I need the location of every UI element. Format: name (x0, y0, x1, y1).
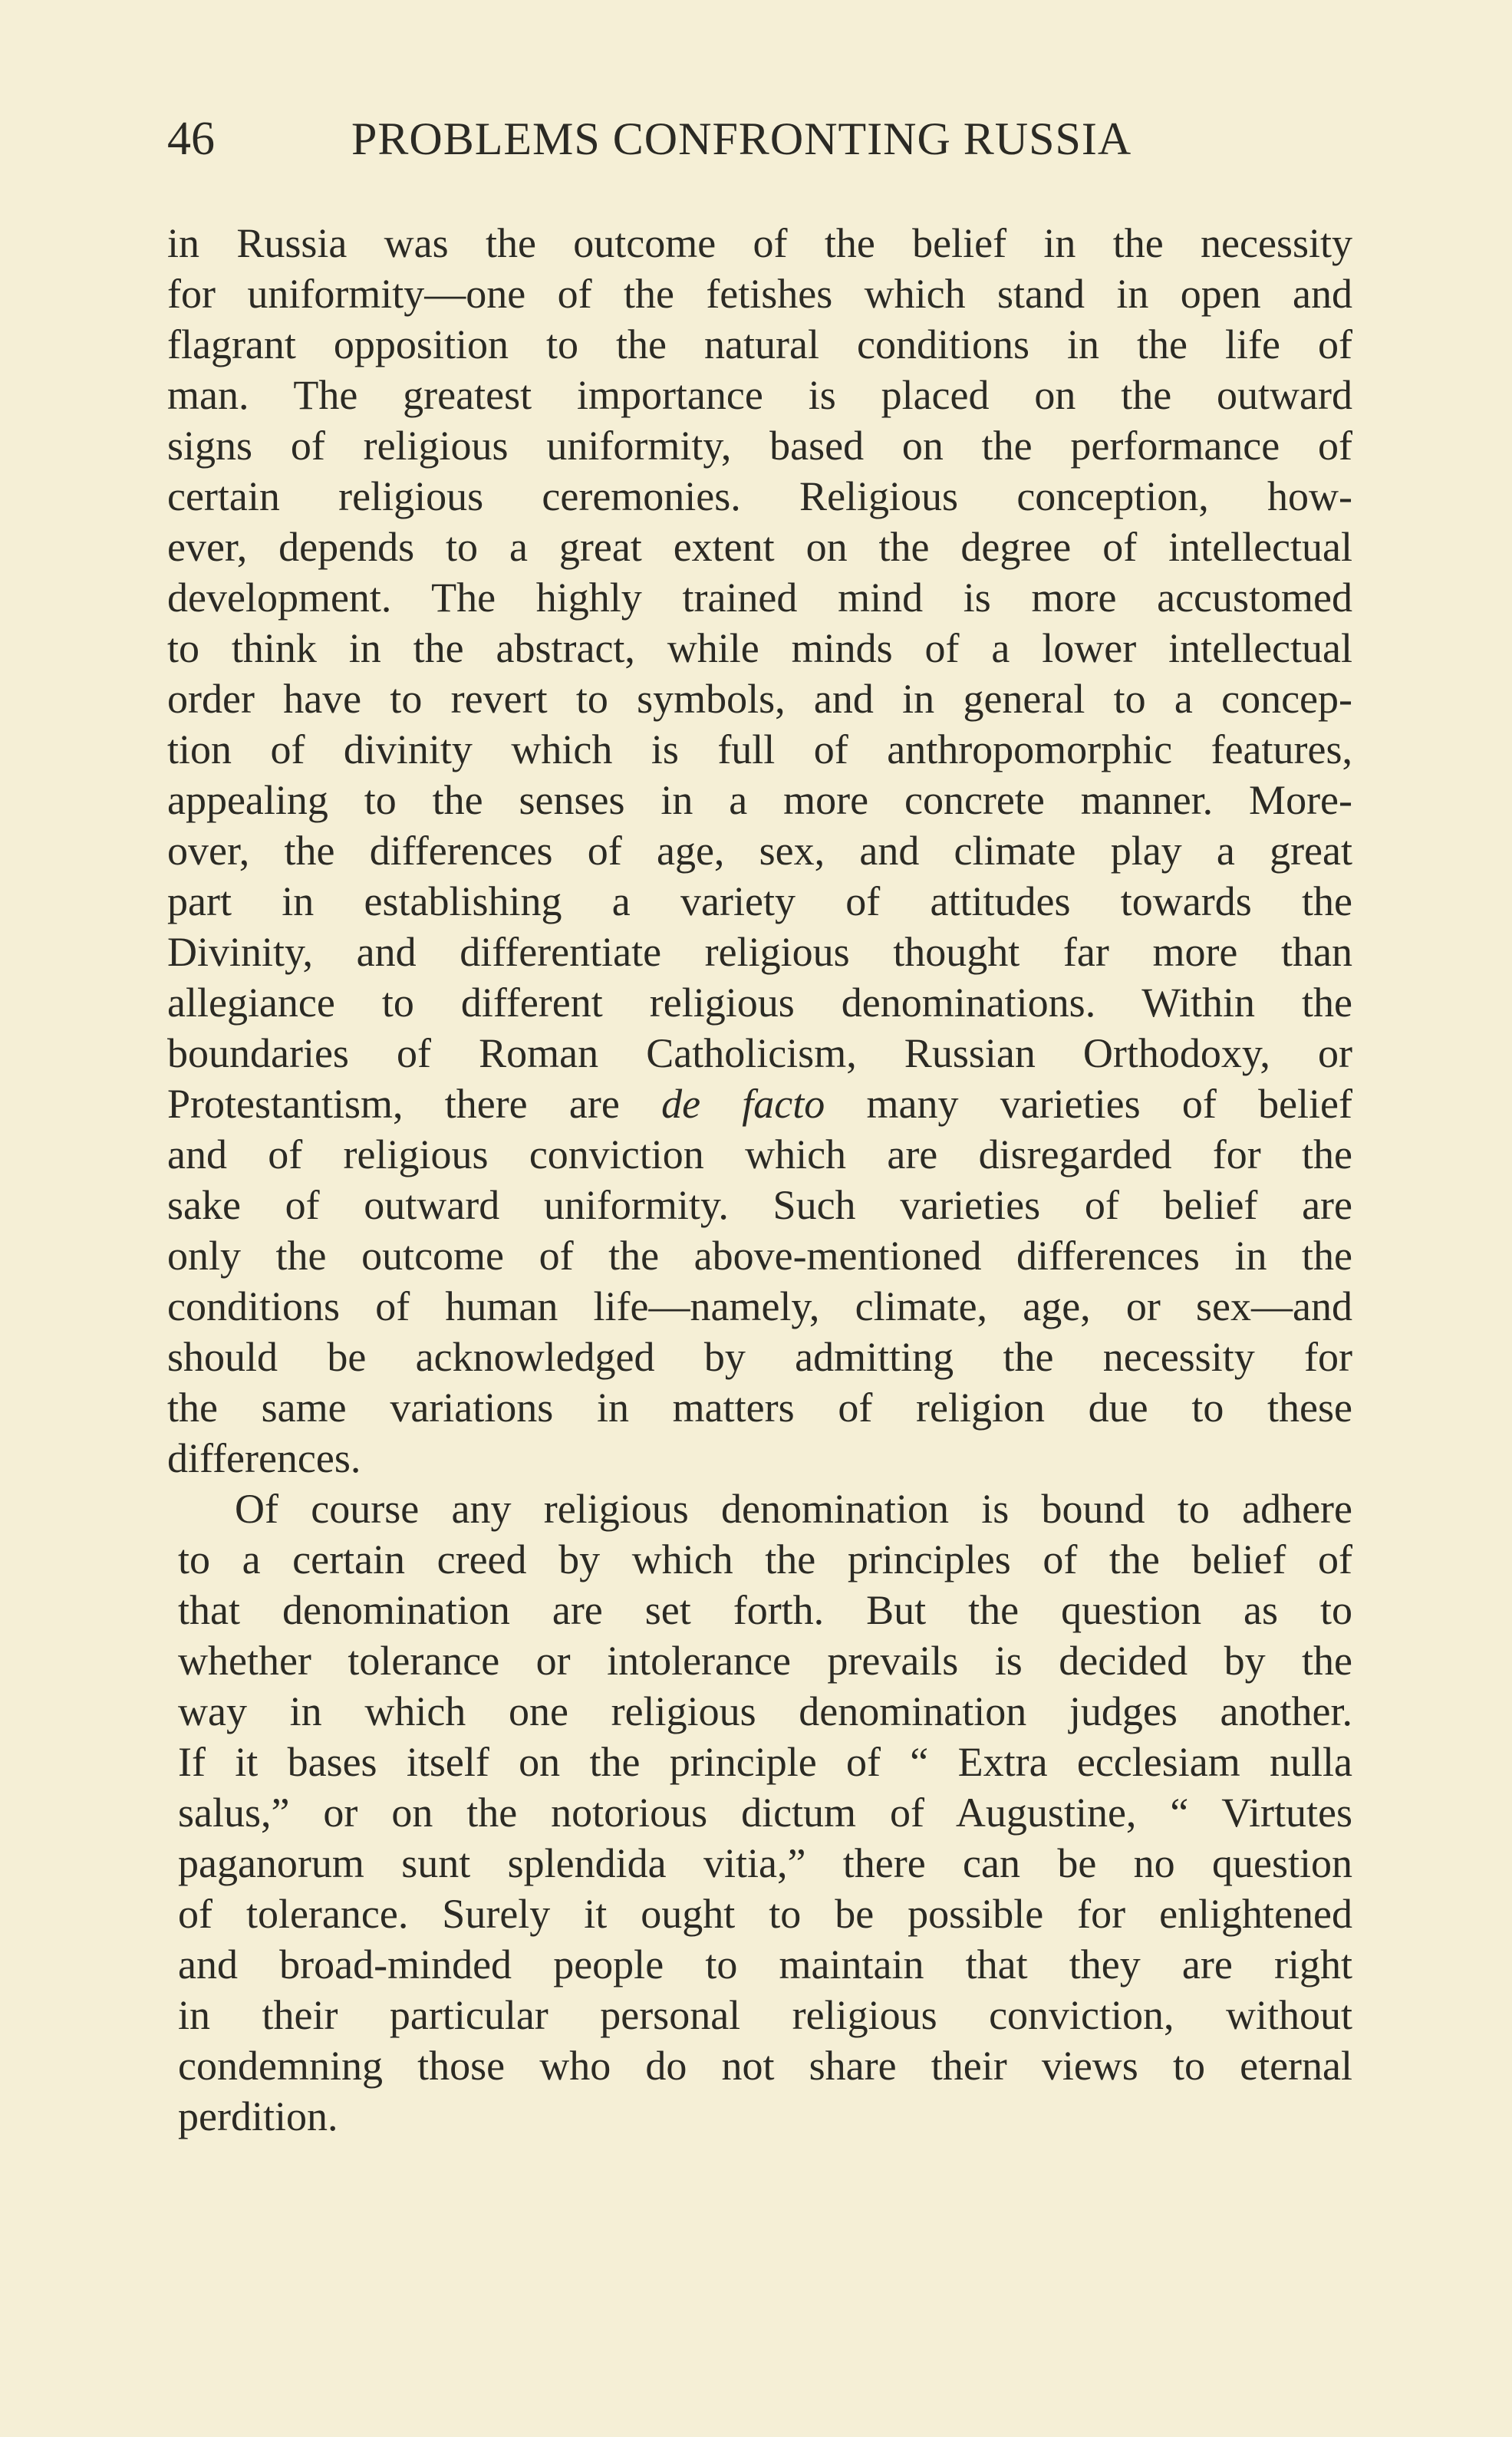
text-line: signs of religious uniformity, based on the performance of (167, 423, 1352, 469)
text-line: salus,” or on the notorious dictum of Augustine, “ Virtutes (178, 1790, 1352, 1836)
text-line: in their particular personal religious conviction, without (178, 1992, 1352, 2038)
page-number: 46 (167, 113, 215, 165)
text-line: way in which one religious denomination judges another. (178, 1688, 1352, 1734)
text-line: ever, depends to a great extent on the degree of intellectual (167, 524, 1352, 570)
text-line: allegiance to different religious denominations. Within the (167, 980, 1352, 1026)
text-line: to a certain creed by which the principles of the belief of (178, 1536, 1352, 1582)
text-line: whether tolerance or intolerance prevails is decided by the (178, 1638, 1352, 1684)
text-line: part in establishing a variety of attitudes towards the (167, 878, 1352, 924)
text-line: and of religious conviction which are disregarded for the (167, 1131, 1352, 1177)
text-line: should be acknowledged by admitting the necessity for (167, 1334, 1352, 1380)
text-line: paganorum sunt splendida vitia,” there can be no question (178, 1840, 1352, 1886)
text-line: in Russia was the outcome of the belief in the necessity (167, 220, 1352, 266)
text-line: only the outcome of the above-mentioned differences in the (167, 1233, 1352, 1279)
text-line: the same variations in matters of religion due to these (167, 1385, 1352, 1431)
text-line: differences. (167, 1435, 361, 1481)
text-line: boundaries of Roman Catholicism, Russian Orthodoxy, or (167, 1030, 1352, 1076)
italic-phrase: de facto (661, 1081, 825, 1127)
text-line: Of course any religious denomination is bound to adhere (235, 1486, 1352, 1532)
text-line: flagrant opposition to the natural conditions in the life of (167, 321, 1352, 367)
text-line: Divinity, and differentiate religious thought far more than (167, 929, 1352, 975)
text-line: tion of divinity which is full of anthropomorphic features, (167, 726, 1352, 772)
body-text (167, 218, 1352, 2142)
text-line: If it bases itself on the principle of “ Extra ecclesiam nulla (178, 1739, 1352, 1785)
text-line: perdition. (178, 2093, 338, 2139)
text-line: of tolerance. Surely it ought to be possible for enlightened (178, 1891, 1352, 1937)
text-line (167, 1079, 1352, 1129)
text-line: condemning those who do not share their views to eternal (178, 2043, 1352, 2089)
text-line: man. The greatest importance is placed on the outward (167, 372, 1352, 418)
text-line: that denomination are set forth. But the question as to (178, 1587, 1352, 1633)
text-line: certain religious ceremonies. Religious conception, how- (167, 473, 1352, 519)
text-line: appealing to the senses in a more concrete manner. More- (167, 777, 1352, 823)
text-line: order have to revert to symbols, and in general to a concep- (167, 676, 1352, 722)
text-line: to think in the abstract, while minds of a lower intellectual (167, 625, 1352, 671)
text-line: development. The highly trained mind is more accustomed (167, 575, 1352, 621)
text-line: for uniformity—one of the fetishes which stand in open and (167, 271, 1352, 317)
text-segment: Protestantism, there are (167, 1081, 662, 1127)
paragraph (178, 1484, 1352, 2142)
text-segment: many varieties of belief (825, 1081, 1352, 1127)
text-line: sake of outward uniformity. Such varieties of belief are (167, 1182, 1352, 1228)
running-title: PROBLEMS CONFRONTING RUSSIA (351, 114, 1132, 164)
text-line: conditions of human life—namely, climate, age, or sex—and (167, 1283, 1352, 1329)
text-line: and broad-minded people to maintain that they are right (178, 1941, 1352, 1987)
paragraph (167, 218, 1352, 1484)
text-line: over, the differences of age, sex, and climate play a great (167, 828, 1352, 874)
